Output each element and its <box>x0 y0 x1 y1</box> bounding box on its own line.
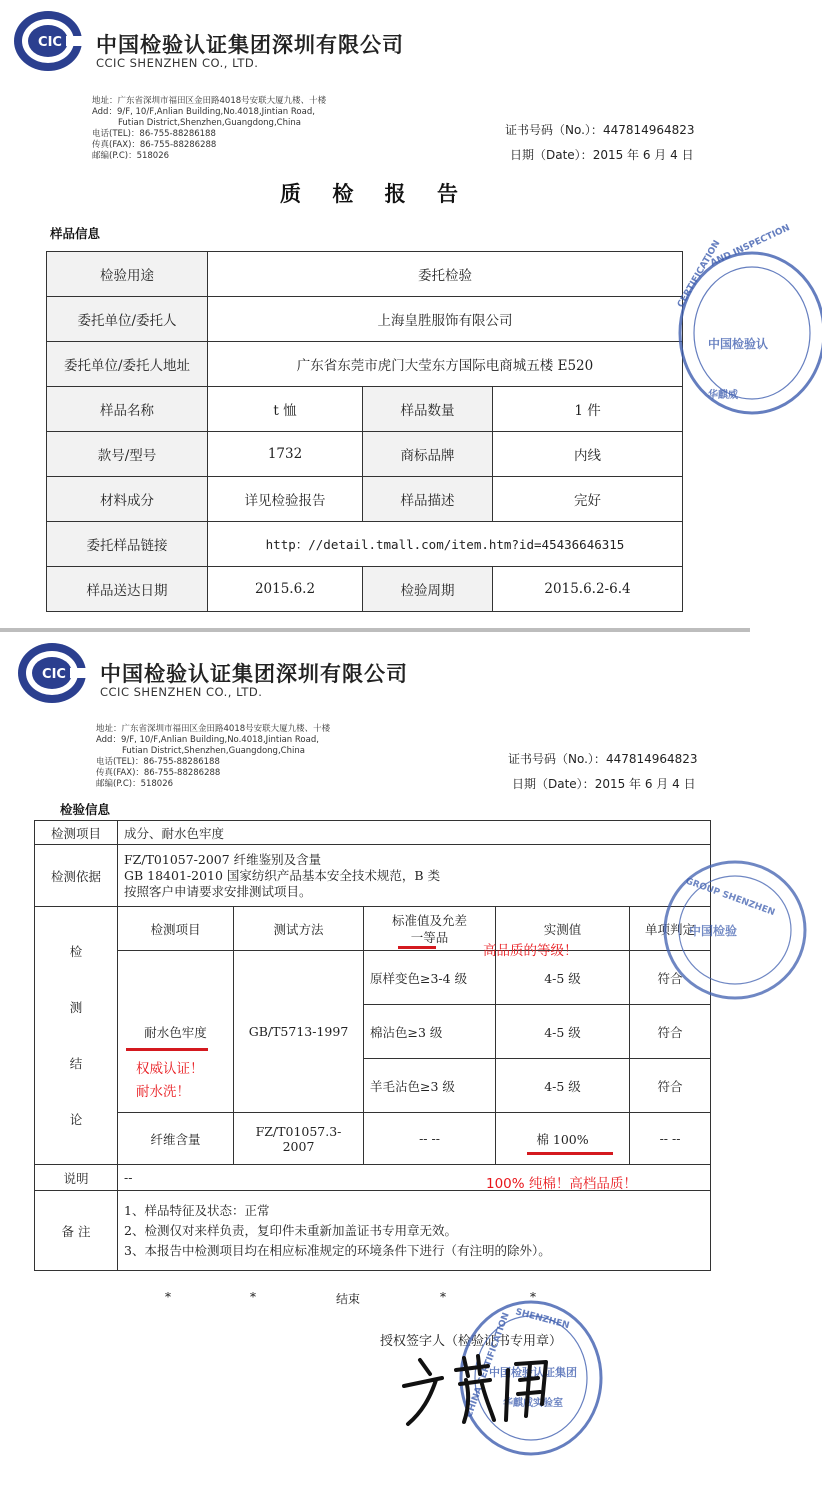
verdict-value: 符合 <box>630 951 711 1005</box>
cell-label: 委托单位/委托人地址 <box>47 342 208 387</box>
cert-number: 证书号码（No.）：447814964823 <box>505 123 695 137</box>
cell-label: 样品名称 <box>47 387 208 432</box>
end-asterisk: * <box>530 1290 536 1304</box>
handwritten-signature-icon <box>390 1350 560 1430</box>
basis-line: FZ/T01057-2007 纤维鉴别及含量 <box>124 851 322 867</box>
cell-value: 1 件 <box>493 387 683 432</box>
ccic-logo-icon <box>14 640 92 706</box>
cell-label: 材料成分 <box>47 477 208 522</box>
cell-label: 样品数量 <box>363 387 493 432</box>
cell-value: t 恤 <box>208 387 363 432</box>
fiber-verdict: -- -- <box>630 1113 711 1165</box>
verdict-value: 符合 <box>630 1005 711 1059</box>
cell-label: 检测项目 <box>35 821 118 845</box>
basis-line: GB 18401-2010 国家纺织产品基本安全技术规范，B 类 <box>124 867 441 883</box>
svg-text:AND INSPECTION: AND INSPECTION <box>709 223 792 269</box>
cert-date: 日期（Date）：2015 年 6 月 4 日 <box>512 777 696 791</box>
svg-text:CHINA CERTIFICATION: CHINA CERTIFICATION <box>464 1311 512 1420</box>
address-line: Futian District,Shenzhen,Guangdong,China <box>118 118 301 128</box>
address-line: 传真(FAX)：86-755-88286288 <box>96 768 221 778</box>
standard-value: 原样变色≥3-4 级 <box>364 951 496 1005</box>
cell-value: 详见检验报告 <box>208 477 363 522</box>
cell-label: 款号/型号 <box>47 432 208 477</box>
cell-value: 内线 <box>493 432 683 477</box>
org-name-en: CCIC SHENZHEN CO., LTD. <box>100 685 263 699</box>
notes-list <box>118 1191 711 1271</box>
result-char: 测 <box>69 999 83 1015</box>
col-header: 测试方法 <box>234 907 364 951</box>
fiber-item: 纤维含量 <box>118 1113 234 1165</box>
note-line: 3、本报告中检测项目均在相应标准规定的环境条件下进行（有注明的除外）。 <box>124 1242 551 1258</box>
col-header: 检测项目 <box>118 907 234 951</box>
table-row <box>35 951 711 1005</box>
basis-list <box>118 845 711 907</box>
cell-value: 2015.6.2 <box>208 567 363 612</box>
basis-line: 按照客户申请要求安排测试项目。 <box>124 883 312 899</box>
signer-label: 授权签字人（检验证书专用章） <box>380 1334 563 1349</box>
address-line: Add：9/F, 10/F,Anlian Building,No.4018,Jintian Road, <box>96 735 319 745</box>
group-seal-stamp <box>655 855 777 1005</box>
end-text: 结束 <box>336 1292 361 1306</box>
svg-text:华麒威: 华麒威 <box>708 390 738 401</box>
table-row <box>35 821 711 845</box>
sample-link[interactable]: http：//detail.tmall.com/item.htm?id=45436646315 <box>208 522 683 567</box>
cell-value: 2015.6.2-6.4 <box>493 567 683 612</box>
measured-value: 4-5 级 <box>496 1059 630 1113</box>
ccic-logo-icon <box>10 8 88 74</box>
standard-value: 棉沾色≥3 级 <box>364 1005 496 1059</box>
svg-text:CERTIFICATION: CERTIFICATION <box>675 238 723 310</box>
inspection-seal-stamp <box>672 223 822 418</box>
fiber-standard: -- -- <box>364 1113 496 1165</box>
address-line: 地址：广东省深圳市福田区金田路4018号安联大厦九楼、十楼 <box>96 724 331 734</box>
org-name-cn: 中国检验认证集团深圳有限公司 <box>96 33 404 57</box>
cell-value: 完好 <box>493 477 683 522</box>
auth-note-line: 权威认证！ <box>136 1061 204 1077</box>
address-line: Futian District,Shenzhen,Guangdong,China <box>122 746 305 756</box>
cell-label: 备 注 <box>35 1191 118 1271</box>
address-line: 电话(TEL)：86-755-88286188 <box>96 757 220 767</box>
cell-label: 样品描述 <box>363 477 493 522</box>
col-header: 实测值 <box>496 907 630 951</box>
section-sample-info: 样品信息 <box>50 226 101 241</box>
col-header: 单项判定 <box>630 907 711 951</box>
measured-value: 4-5 级 <box>496 1005 630 1059</box>
address-line: 电话(TEL)：86-755-88286188 <box>92 129 216 139</box>
table-row <box>35 1191 711 1271</box>
table-row <box>47 297 683 342</box>
table-row <box>47 432 683 477</box>
result-char: 检 <box>69 943 83 959</box>
logo-text: CIC <box>42 667 66 682</box>
table-row <box>47 567 683 612</box>
grade-note: 高品质的等级！ <box>483 943 578 959</box>
cert-date: 日期（Date）：2015 年 6 月 4 日 <box>510 148 694 162</box>
cotton-note: 100% 纯棉！高档品质！ <box>486 1176 637 1192</box>
result-char: 结 <box>69 1055 83 1071</box>
auth-note <box>136 1058 204 1104</box>
cell-value: 委托检验 <box>208 252 683 297</box>
cell-value: -- <box>118 1165 711 1191</box>
auth-note-line: 耐水洗！ <box>136 1084 190 1100</box>
svg-text:中国检验认: 中国检验认 <box>708 337 769 351</box>
grade-label: 一等品 <box>410 929 449 945</box>
table-row <box>35 1113 711 1165</box>
cell-value: 广东省东莞市虎门大莹东方国际电商城五楼 E520 <box>208 342 683 387</box>
table-row <box>47 252 683 297</box>
logo-text: CIC <box>38 35 62 50</box>
cell-label: 检验用途 <box>47 252 208 297</box>
section-inspection-info: 检验信息 <box>60 802 111 817</box>
end-asterisk: * <box>250 1290 256 1304</box>
address-line: 邮编(P.C)：518026 <box>92 151 170 161</box>
cell-label: 商标品牌 <box>363 432 493 477</box>
address-line: Add：9/F, 10/F,Anlian Building,No.4018,Jintian Road, <box>92 107 315 117</box>
table-row <box>47 342 683 387</box>
sample-info-table <box>46 251 683 612</box>
inspection-table <box>34 820 711 1271</box>
address-line: 传真(FAX)：86-755-88286288 <box>92 140 217 150</box>
cell-label: 样品送达日期 <box>47 567 208 612</box>
svg-text:GROUP SHENZHEN: GROUP SHENZHEN <box>683 876 777 919</box>
verdict-value: 符合 <box>630 1059 711 1113</box>
table-row <box>47 477 683 522</box>
table-row <box>35 845 711 907</box>
address-line: 地址：广东省深圳市福田区金田路4018号安联大厦九楼、十楼 <box>92 96 327 106</box>
svg-text:SHENZHEN: SHENZHEN <box>514 1307 571 1332</box>
svg-text:华麒威实验室: 华麒威实验室 <box>503 1398 563 1409</box>
cell-label: 委托样品链接 <box>47 522 208 567</box>
report-page-1 <box>0 0 792 628</box>
note-line: 1、样品特征及状态：正常 <box>124 1202 270 1218</box>
cert-number: 证书号码（No.）：447814964823 <box>508 752 698 766</box>
fiber-measured: 棉 100% <box>496 1113 630 1165</box>
cell-value: 上海皇胜服饰有限公司 <box>208 297 683 342</box>
fiber-method: FZ/T01057.3-2007 <box>234 1113 364 1165</box>
cotton-underline <box>527 1152 613 1155</box>
cell-label: 说明 <box>35 1165 118 1191</box>
org-address <box>96 724 330 790</box>
cell-label: 检测依据 <box>35 845 118 907</box>
svg-text:中国检验: 中国检验 <box>689 924 738 938</box>
standard-value: 羊毛沾色≥3 级 <box>364 1059 496 1113</box>
result-label <box>35 907 118 1165</box>
org-address <box>92 96 326 162</box>
measured-value: 4-5 级 <box>496 951 630 1005</box>
wash-item: 耐水色牢度 <box>118 951 234 1113</box>
cell-label: 检验周期 <box>363 567 493 612</box>
result-char: 论 <box>69 1111 83 1127</box>
address-line: 邮编(P.C)：518026 <box>96 779 174 789</box>
table-row <box>47 522 683 567</box>
note-line: 2、检测仅对来样负责，复印件未重新加盖证书专用章无效。 <box>124 1222 457 1238</box>
cell-value: 1732 <box>208 432 363 477</box>
report-title: 质 检 报 告 <box>280 181 470 206</box>
cell-value: 成分、耐水色牢度 <box>118 821 711 845</box>
cell-label: 委托单位/委托人 <box>47 297 208 342</box>
table-header-row <box>35 907 711 951</box>
wash-method: GB/T5713-1997 <box>234 951 364 1113</box>
col-header-standard <box>364 907 496 951</box>
svg-text:中国检验认证集团: 中国检验认证集团 <box>489 1366 577 1379</box>
org-name-en: CCIC SHENZHEN CO., LTD. <box>96 56 259 70</box>
wash-underline <box>126 1048 208 1051</box>
end-asterisk: * <box>440 1290 446 1304</box>
table-row <box>47 387 683 432</box>
org-name-cn: 中国检验认证集团深圳有限公司 <box>100 662 408 686</box>
grade-underline <box>398 946 436 949</box>
end-asterisk: * <box>165 1290 171 1304</box>
col-header: 标准值及允差 <box>391 912 467 928</box>
